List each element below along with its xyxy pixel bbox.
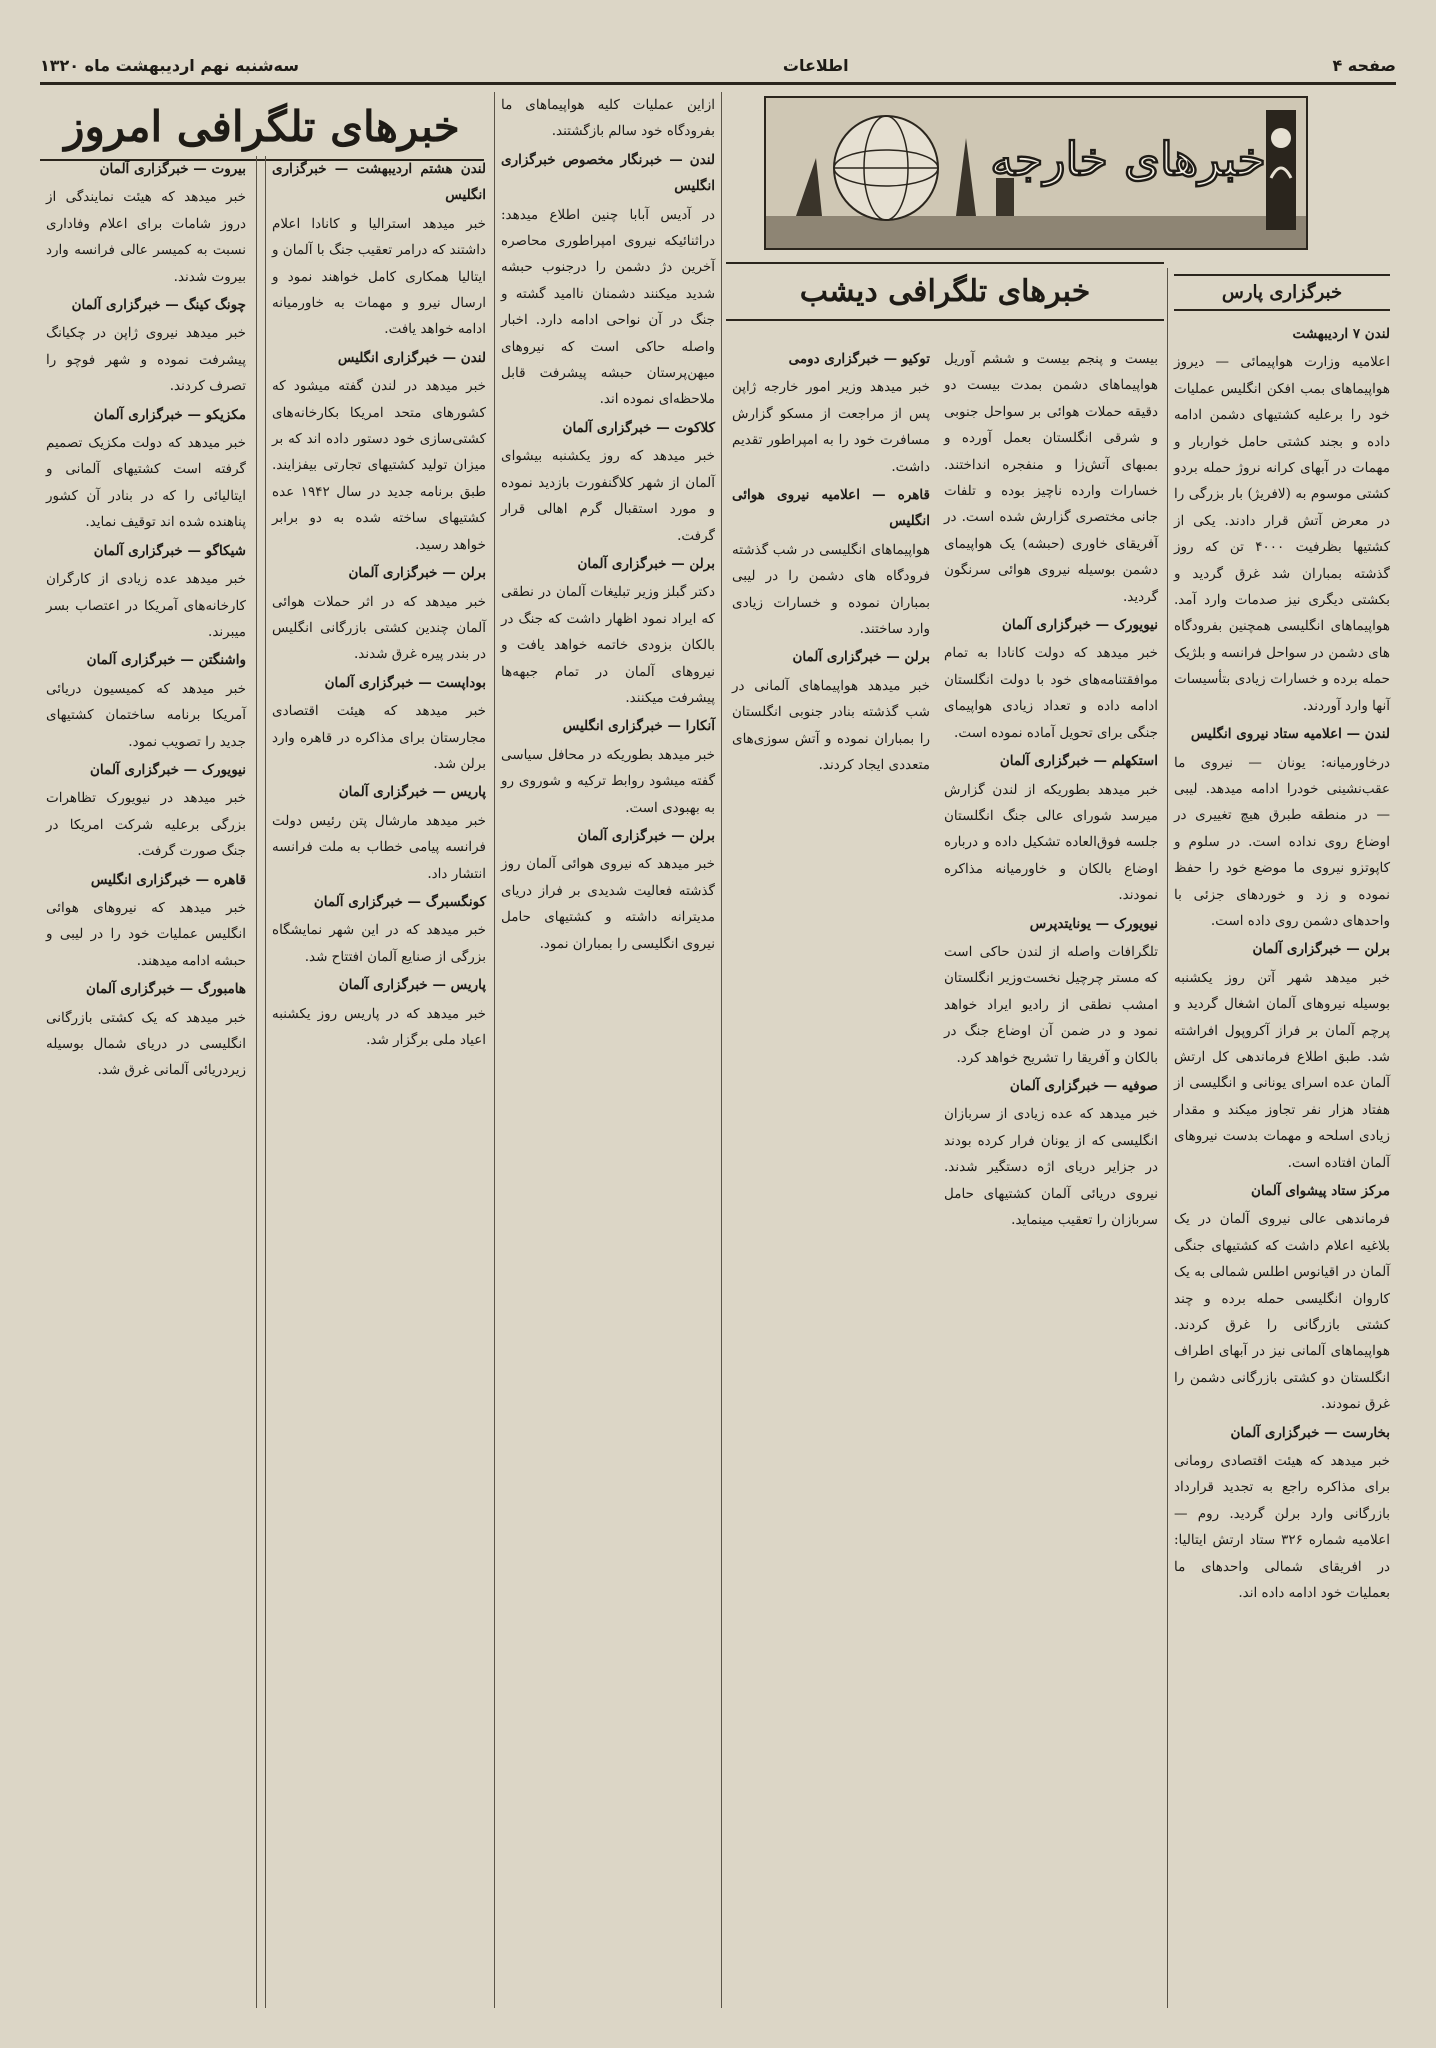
paragraph: خبر میدهد که در این شهر نمایشگاه بزرگی از صنایع آلمان افتتاح شد. <box>272 922 486 965</box>
paragraph: خبر میدهد استرالیا و کانادا اعلام داشتند که درامر تعقیب جنگ با آلمان و ایتالیا همکاری کامل خواهند نمود و ارسال نیرو و مهمات به خاورمیانه ادامه خواهد یافت. <box>272 215 486 338</box>
subhead: پاریس — خبرگزاری آلمان <box>338 784 486 801</box>
paragraph: خبر میدهد که در اثر حملات هوائی آلمان چندین کشتی بازرگانی انگلیس در بندر پیره غرق شدند. <box>272 593 486 663</box>
paragraph: خبر میدهد که هیئت نمایندگی از دروز شامات برای اعلام وفاداری نسبت به کمیسر عالی فرانسه وارد بیروت شدند. <box>46 189 246 285</box>
paper-name: اطلاعات <box>782 55 849 75</box>
paragraph: خبر میدهد بطوریکه از لندن گزارش میرسد شورای عالی جنگ انگلستان جلسه فوق‌العاده تشکیل داده و درباره اوضاع بالکان و خاورمیانه مذاکره نمودند. <box>944 781 1158 904</box>
paragraph: فرماندهی عالی نیروی آلمان در یک بلاغیه اعلام داشت که کشتیهای جنگی آلمان در اقیانوس اطلس شمالی به یک کاروان انگلیسی حمله برده و چند کشتی بازرگانی را غرق کردند. هواپیماهای آلمانی نیز در آبهای اطراف انگلستان دو کشتی بازرگانی دشمن را غرق نمودند. <box>1174 1211 1390 1413</box>
page-label: صفحه ۴ <box>1332 55 1396 75</box>
column-4 <box>265 156 492 2008</box>
subhead: برلن — خبرگزاری آلمان <box>1252 941 1390 958</box>
paragraph: خبر میدهد که هیئت اقتصادی رومانی برای مذاکره راجع به تجدید قرارداد بازرگانی وارد برلن گردید. روم — اعلامیه شماره ۳۲۶ ستاد ارتش ایتالیا: در افریقای شمالی واحدهای ما بعملیات خود ادامه داده اند. <box>1174 1453 1390 1602</box>
column-1 <box>1167 268 1396 2008</box>
paragraph: خبر میدهد در لندن گفته میشود که کشورهای متحد امریکا بکارخانه‌های کشتی‌سازی خود دستور داده اند که بر میزان تولید کشتیهای تجارتی بیفزایند. طبق برنامه جدید در سال ۱۹۴۲ عده کشتیهای ساخته شده به دو برابر خواهد رسید. <box>272 378 486 553</box>
subhead: شیکاگو — خبرگزاری آلمان <box>93 542 246 559</box>
paragraph: خبر میدهد که روز یکشنبه بیشوای آلمان از شهر کلاگنفورت بازدید نموده و مورد استقبال گرم اهالی قرار گرفت. <box>501 448 715 544</box>
main-headline: خبرهای تلگرافی امروز <box>40 92 484 161</box>
subhead: پاریس — خبرگزاری آلمان <box>338 977 486 994</box>
subhead: برلن — خبرگزاری آلمان <box>792 649 930 666</box>
paragraph: خبر میدهد شهر آتن روز یکشنبه بوسیله نیروهای آلمان اشغال گردید و پرچم آلمان بر فراز آکروپول افراشته شد. طبق اطلاع فرماندهی کل ارتش آلمان عده اسرای یونانی و انگلیسی از هفتاد هزار نفر تجاوز میکند و مقدار زیادی اسلحه و مهمات بدست نیروهای آلمان افتاده است. <box>1174 969 1390 1171</box>
subhead: هامبورگ — خبرگزاری آلمان <box>86 981 246 998</box>
paragraph: بیست و پنجم بیست و ششم آوریل هواپیماهای دشمن بمدت بیست دو دقیقه حملات هوائی بر سواحل جنوبی و شرقی انگلستان بعمل آورده و بمبهای آتش‌زا و منفجره انداختند. خسارات وارده ناچیز بوده و تلفات جانی مختصری گزارش شده است. در آفریقای خاوری (حبشه) یک هواپیمای دشمن بوسیله نیروی هوائی سرنگون گردید. <box>944 351 1158 605</box>
foreign-news-masthead <box>764 96 1308 250</box>
subhead: بوداپست — خبرگزاری آلمان <box>324 674 486 691</box>
subhead: قاهره — خبرگزاری انگلیس <box>90 871 246 888</box>
date-line: سه‌شنبه نهم اردیبهشت ماه ۱۳۲۰ <box>40 55 299 75</box>
column-1-text <box>1174 321 1390 1607</box>
column-5-text <box>46 156 246 1084</box>
paragraph: درخاورمیانه: یونان — نیروی ما عقب‌نشینی خودرا ادامه میدهد. لیبی — در منطقه طبرق هیچ تغییری در اوضاع روی نداده است. در سلوم و کاپوتزو نیروی ما موضع خود را حفظ نموده و زد و خوردهای جزئی با واحدهای دشمن روی داده است. <box>1174 754 1390 929</box>
paragraph: خبر میدهد مارشال پتن رئیس دولت فرانسه پیامی خطاب به ملت فرانسه انتشار داد. <box>272 812 486 882</box>
column-3-text <box>501 92 715 957</box>
subhead: لندن — اعلامیه ستاد نیروی انگلیس <box>1190 726 1390 743</box>
subhead: آنکارا — خبرگزاری انگلیس <box>562 718 715 735</box>
subhead: چونگ کینگ — خبرگزاری آلمان <box>71 297 246 314</box>
paragraph: خبر میدهد که کمیسیون دریائی آمریکا برنامه ساختمان کشتیهای جدید را تصویب نمود. <box>46 680 246 750</box>
paragraph: خبر میدهد که هیئت اقتصادی مجارستان برای مذاکره در قاهره وارد برلن شد. <box>272 703 486 772</box>
subhead: برلن — خبرگزاری آلمان <box>348 565 486 582</box>
subhead: لندن — خبرنگار مخصوص خبرگزاری انگلیس <box>501 151 715 195</box>
paragraph: خبر میدهد بطوریکه در محافل سیاسی گفته میشود روابط ترکیه و شوروی رو به بهبودی است. <box>501 746 715 816</box>
paragraph: خبر میدهد که یک کشتی بازرگانی انگلیسی در دریای شمال بوسیله زیردریائی آلمانی غرق شد. <box>46 1009 246 1079</box>
subhead: صوفیه — خبرگزاری آلمان <box>1009 1077 1158 1094</box>
column-2-text <box>944 346 1158 1233</box>
subhead: استکهلم — خبرگزاری آلمان <box>999 753 1158 770</box>
subhead: بخارست — خبرگزاری آلمان <box>1230 1424 1390 1441</box>
subhead: مکزیکو — خبرگزاری آلمان <box>93 406 246 423</box>
folio-bar <box>40 52 1396 78</box>
paragraph: ازاین عملیات کلیه هواپیماهای ما بفرودگاه خود سالم بازگشتند. <box>501 97 715 140</box>
column-3 <box>494 92 722 2008</box>
subhead: برلن — خبرگزاری آلمان <box>577 555 715 572</box>
paragraph: خبر میدهد نیروی ژاپن در چکیانگ پیشرفت نموده و شهر فوچو را تصرف کردند. <box>46 325 246 395</box>
paragraph: اعلامیه وزارت هواپیمائی — دیروز هواپیماهای بمب افکن انگلیس عملیات خود را برعلیه کشتیهای دشمن ادامه داده و بجند کشتی حامل خواربار و مهمات در آبهای کرانه نروژ حمله بردو کشتی موسوم به (لافریژ) بار بزرگی را در معرض آتش قرار دادند. یکی از کشتیها بظرفیت ۴۰۰۰ تن که روز گذشته بمباران شد غرق گردید و بکشتی دیگری نیز صدمات وارد آمد. هواپیماهای انگلیسی همچنین بفرودگاه های دشمن در سواحل فرانسه و بلژیک حمله برده و خسارات زیادی بتأسیسات آنها وارد آوردند. <box>1174 354 1390 714</box>
subhead: نیویورک — خبرگزاری آلمان <box>1001 617 1158 634</box>
subhead: نیویورک — یونایتدپرس <box>1029 915 1158 932</box>
subhead: لندن — خبرگزاری انگلیس <box>337 349 486 366</box>
column-rule <box>256 156 257 2008</box>
masthead-title: خبرهای خارجه <box>990 132 1266 186</box>
paragraph: خبر میدهد عده زیادی از کارگران کارخانه‌های آمریکا در اعتصاب بسر میبرند. <box>46 571 246 640</box>
dateline: لندن ۷ اردیبهشت <box>1292 326 1390 342</box>
paragraph: خبر میدهد که نیروی هوائی آلمان روز گذشته فعالیت شدیدی بر فراز دریای مدیترانه داشته و کشتیهای حامل نیروی انگلیسی را بمباران نمود. <box>501 856 715 952</box>
paragraph: خبر میدهد که نیروهای هوائی انگلیس عملیات خود را در لیبی و حبشه ادامه میدهند. <box>46 899 246 969</box>
paragraph: خبر میدهد که در پاریس روز یکشنبه اعیاد ملی برگزار شد. <box>272 1005 486 1048</box>
subhead: لندن هشتم اردیبهشت — خبرگزاری انگلیس <box>272 161 486 204</box>
secondary-headline: خبرهای تلگرافی دیشب <box>726 262 1164 321</box>
subhead: نیویورک — خبرگزاری آلمان <box>89 761 246 778</box>
paragraph: خبر میدهد که دولت کانادا به تمام موافقتنامه‌های خود با دولت انگلستان ادامه داده و تعداد زیادی هواپیمای جنگی برای تحویل آماده نموده است. <box>944 645 1158 741</box>
paragraph: خبر میدهد وزیر امور خارجه ژاپن پس از مراجعت از مسکو گزارش مسافرت خود را به امپراطور تقدیم داشت. <box>732 379 930 475</box>
column-2 <box>938 262 1164 2008</box>
column-2b-text <box>732 346 930 779</box>
paragraph: خبر میدهد در نیویورک تظاهرات بزرگی برعلیه شرکت امریکا در جنگ صورت گرفت. <box>46 790 246 860</box>
subhead: بیروت — خبرگزاری آلمان <box>99 161 246 177</box>
column-2b <box>726 262 936 2008</box>
subhead: توکیو — خبرگزاری دومی <box>788 351 930 367</box>
pars-section-heading: خبرگزاری پارس <box>1174 274 1390 311</box>
paragraph: هواپیماهای انگلیسی در شب گذشته فرودگاه های دشمن را در لیبی بمباران نموده و خسارات زیادی وارد ساختند. <box>732 541 930 638</box>
folio-rule <box>40 82 1396 85</box>
subhead: کلاکوت — خبرگزاری آلمان <box>562 419 715 436</box>
subhead: مرکز ستاد پیشوای آلمان <box>1250 1183 1390 1199</box>
paragraph: در آدیس آبابا چنین اطلاع میدهد: دراثنائیکه نیروی امپراطوری محاصره آخرین دژ دشمن را درجنوب حبشه شدید میکنند دشمنان ناامید گشته و جنگ در آن نواحی ادامه دارد. اخبار واصله حاکی است که نیروهای میهن‌پرستان حبشه پیشرفت قابل ملاحظه‌ای نموده اند. <box>501 206 715 408</box>
subhead: قاهره — اعلامیه نیروی هوائی انگلیس <box>732 487 930 530</box>
paragraph: تلگرافات واصله از لندن حاکی است که مستر چرچیل نخست‌وزیر انگلستان امشب نطقی از رادیو ایراد خواهد نمود و در ضمن آن اوضاع جنگ در بالکان و آفریقا را تشریح خواهد کرد. <box>944 943 1158 1066</box>
paragraph: خبر میدهد که عده زیادی از سربازان انگلیسی که از یونان فرار کرده بودند در جزایر دریای اژه دستگیر شدند. نیروی دریائی آلمان کشتیهای حامل سربازان را تعقیب مینماید. <box>944 1106 1158 1228</box>
paragraph: خبر میدهد که دولت مکزیک تصمیم گرفته است کشتیهای آلمانی و ایتالیائی را که در بنادر آن کشور پناهنده شده اند توقیف نماید. <box>46 435 246 531</box>
paragraph: خبر میدهد هواپیماهای آلمانی در شب گذشته بنادر جنوبی انگلستان را بمباران نموده و آتش سوزی‌های متعددی ایجاد کردند. <box>732 677 930 774</box>
subhead: کونگسبرگ — خبرگزاری آلمان <box>313 893 486 910</box>
column-4-text <box>272 156 486 1053</box>
paragraph: دکتر گبلز وزیر تبلیغات آلمان در نطقی که ایراد نمود اظهار داشت که جنگ در بالکان بزودی خاتمه خواهد یافت و نیروهای آلمان در تمام جبهه‌ها پیشرفت میکنند. <box>501 584 715 706</box>
subhead: برلن — خبرگزاری آلمان <box>577 827 715 844</box>
column-5 <box>40 156 252 2008</box>
subhead: واشنگتن — خبرگزاری آلمان <box>86 652 246 669</box>
